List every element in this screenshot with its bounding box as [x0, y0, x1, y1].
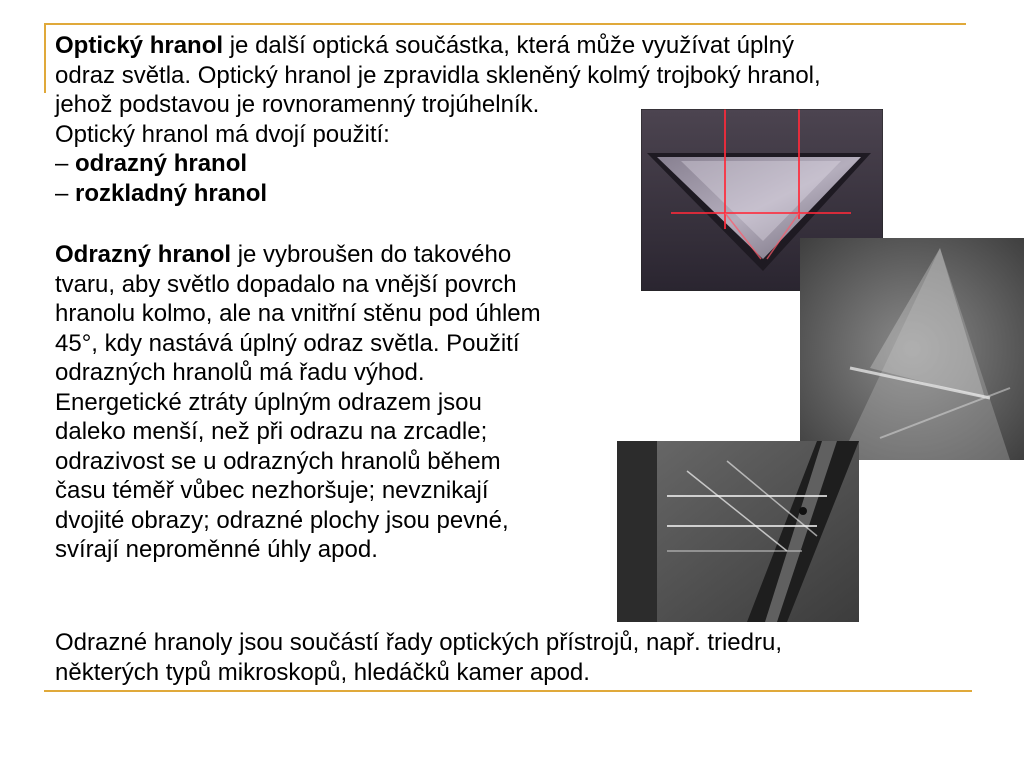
- reflective-prism-paragraph: [55, 240, 645, 565]
- outro-paragraph: [55, 628, 975, 687]
- reflective-line: tvaru, aby světlo dopadalo na vnější povrch: [55, 270, 517, 298]
- reflective-lead-bold: Odrazný hranol: [55, 241, 232, 268]
- prism-glow-photo: [800, 238, 1024, 460]
- outro-line: Odrazné hranoly jsou součástí řady optických přístrojů, např. triedru,: [55, 629, 783, 656]
- intro-line-1: [55, 31, 975, 61]
- bullet-label: odrazný hranol: [75, 150, 248, 177]
- prism-beams-photo: [617, 441, 859, 622]
- top-rule: [44, 23, 966, 25]
- reflective-line: daleko menší, než při odrazu na zrcadle;: [55, 418, 488, 445]
- bullet-dash: –: [55, 150, 76, 177]
- bullet-dash: –: [55, 179, 76, 207]
- bottom-rule: [44, 690, 972, 692]
- reflective-line-1: [55, 240, 645, 270]
- reflective-line: hranolu kolmo, ale na vnitřní stěnu pod úhlem: [55, 300, 541, 327]
- reflective-line: odrazivost se u odrazných hranolů během: [55, 447, 501, 475]
- intro-line-4: Optický hranol má dvojí použití:: [55, 120, 390, 148]
- intro-line-3: jehož podstavou je rovnoramenný trojúhelník.: [55, 91, 540, 118]
- reflective-line: dvojité obrazy; odrazné plochy jsou pevné,: [55, 506, 509, 534]
- reflective-line: svírají neproměnné úhly apod.: [55, 536, 378, 563]
- reflective-line: času téměř vůbec nezhoršuje; nevznikají: [55, 477, 489, 504]
- left-rule: [44, 23, 46, 93]
- intro-lead-rest: je další optická součástka, která může využívat úplný: [223, 32, 794, 59]
- intro-line-2: odraz světla. Optický hranol je zpravidla skleněný kolmý trojboký hranol,: [55, 61, 821, 89]
- reflective-line: Energetické ztráty úplným odrazem jsou: [55, 388, 482, 416]
- reflective-line: 45°, kdy nastává úplný odraz světla. Použití: [55, 329, 520, 357]
- reflective-lead-rest: je vybroušen do takového: [231, 241, 512, 268]
- reflective-line: odrazných hranolů má řadu výhod.: [55, 359, 425, 386]
- intro-lead-bold: Optický hranol: [55, 32, 224, 59]
- bullet-label: rozkladný hranol: [75, 179, 268, 207]
- outro-line: některých typů mikroskopů, hledáčků kamer apod.: [55, 658, 590, 686]
